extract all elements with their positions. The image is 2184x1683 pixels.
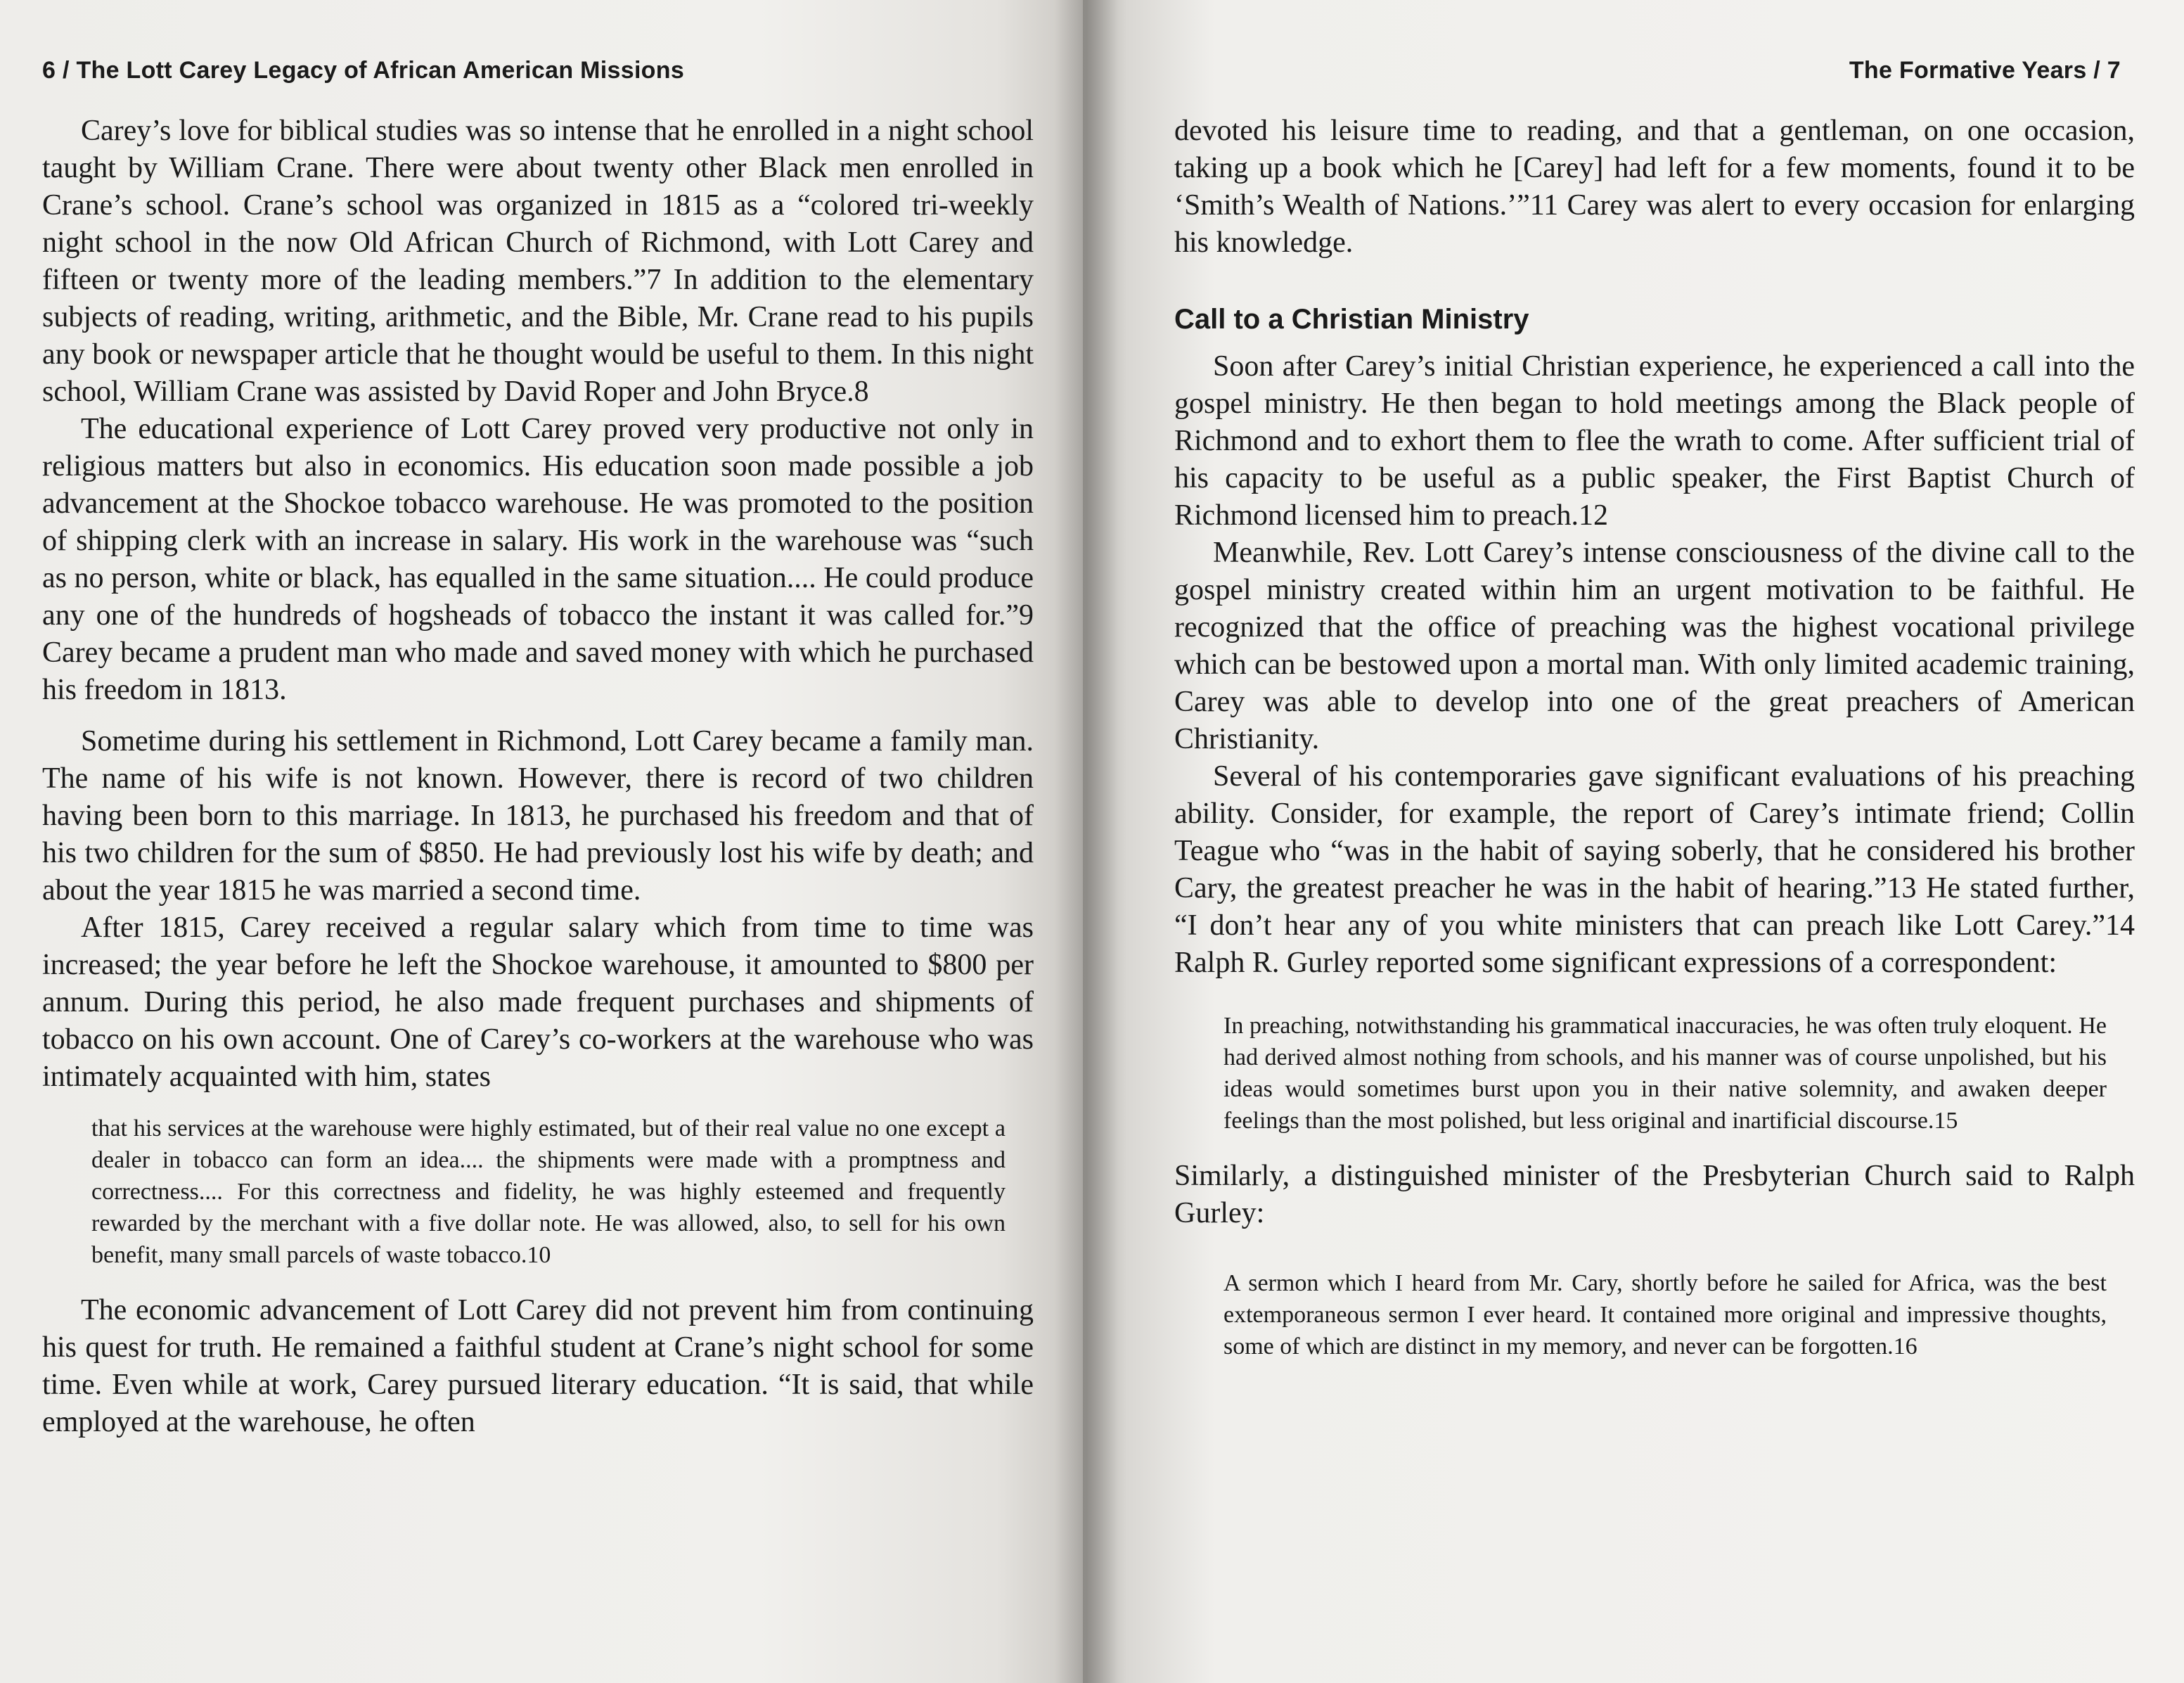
- right-page: [1083, 0, 2184, 1683]
- right-blockquote-2: A sermon which I heard from Mr. Cary, shortly before he sailed for Africa, was the best extemporaneous sermon I ever heard. It contained more original and impressive thoughts, some of which are distinct in my memory, and never can be forgotten.16: [1223, 1270, 2107, 1359]
- left-paragraph-3: Sometime during his settlement in Richmond, Lott Carey became a family man. The name of his wife is not known. However, there is record of two children having been born to this marriage. In 1813, he purchased his freedom and that of his two children for the sum of $850. He had previously lost his wife by death; and about the year 1815 he was married a second time.: [42, 725, 1034, 907]
- right-opening-paragraph: devoted his leisure time to reading, and that a gentleman, on one occasion, taking up a book which he [Carey] had left for a few moments, found it to be ‘Smith’s Wealth of Nations.’”11 Carey was alert to every occasion for enlarging his knowledge.: [1174, 115, 2135, 259]
- right-body-text: [1174, 113, 2135, 1362]
- right-running-head: The Formative Years / 7: [1849, 57, 2121, 84]
- left-paragraph-2: The educational experience of Lott Carey proved very productive not only in religious matters but also in economics. His education soon made possible a job advancement at the Shockoe tobacco warehouse. He was promoted to the position of shipping clerk with an increase in salary. His work in the warehouse was “such as no person, white or black, has equalled in the same situation.... He could produce any one of the hundreds of hogsheads of tobacco the instant it was called for.”9 Carey became a prudent man who made and saved money with which he purchased his freedom in 1813.: [42, 413, 1034, 706]
- left-page: [0, 0, 1083, 1683]
- right-paragraph-3: Several of his contemporaries gave significant evaluations of his preaching ability. Consider, for example, the report of Carey’s intimate friend; Collin Teague who “was in the habit of saying soberly, that he considered his brother Cary, the greatest preacher he was in the habit of hearing.”13 He stated further, “I don’t hear any of you white ministers that can preach like Lott Carey.”14 Ralph R. Gurley reported some significant expressions of a correspondent:: [1174, 760, 2135, 979]
- left-blockquote: that his services at the warehouse were highly estimated, but of their real value no one except a dealer in tobacco can form an idea.... the shipments were made with a promptness and correctness.... For this correctness and fidelity, he was highly esteemed and frequently rewarded by the merchant with a five dollar note. He was allowed, also, to sell for his own benefit, many small parcels of waste tobacco.10: [91, 1115, 1006, 1268]
- right-blockquote-1: In preaching, notwithstanding his grammatical inaccuracies, he was often truly eloquent. He had derived almost nothing from schools, and his manner was of course unpolished, but his ideas would sometimes burst upon you in their native solemnity, and awaken deeper feelings than the most polished, but less original and inartificial discourse.15: [1223, 1013, 2107, 1134]
- left-paragraph-1: Carey’s love for biblical studies was so intense that he enrolled in a night school taught by William Crane. There were about twenty other Black men enrolled in Crane’s school. Crane’s school was organized in 1815 as a “colored tri-weekly night school in the now Old African Church of Richmond, with Lott Carey and fifteen or twenty more of the leading members.”7 In addition to the elementary subjects of reading, writing, arithmetic, and the Bible, Mr. Crane read to his pupils any book or newspaper article that he thought would be useful to them. In this night school, William Crane was assisted by David Roper and John Bryce.8: [42, 115, 1034, 408]
- right-middle-paragraph: Similarly, a distinguished minister of the Presbyterian Church said to Ralph Gurley:: [1174, 1160, 2135, 1229]
- right-paragraph-2: Meanwhile, Rev. Lott Carey’s intense consciousness of the divine call to the gospel ministry created within him an urgent motivation to be faithful. He recognized that the office of preaching was the highest vocational privilege which can be bestowed upon a mortal man. With only limited academic training, Carey was able to develop into one of the great preachers of American Christianity.: [1174, 537, 2135, 755]
- left-paragraph-4: After 1815, Carey received a regular salary which from time to time was increased; the year before he left the Shockoe warehouse, it amounted to $800 per annum. During this period, he also made frequent purchases and shipments of tobacco on his own account. One of Carey’s co-workers at the warehouse who was intimately acquainted with him, states: [42, 911, 1034, 1093]
- left-closing-paragraph: The economic advancement of Lott Carey did not prevent him from continuing his quest for truth. He remained a faithful student at Crane’s night school for some time. Even while at work, Carey pursued literary education. “It is said, that while employed at the warehouse, he often: [42, 1294, 1034, 1438]
- right-paragraph-1: Soon after Carey’s initial Christian experience, he experienced a call into the gospel ministry. He then began to hold meetings among the Black people of Richmond and to exhort them to flee the wrath to come. After sufficient trial of his capacity to be useful as a public speaker, the First Baptist Church of Richmond licensed him to preach.12: [1174, 350, 2135, 532]
- section-heading: Call to a Christian Ministry: [1174, 304, 1529, 335]
- left-running-head: 6 / The Lott Carey Legacy of African American Missions: [42, 57, 685, 84]
- left-body-text: [42, 113, 1034, 1441]
